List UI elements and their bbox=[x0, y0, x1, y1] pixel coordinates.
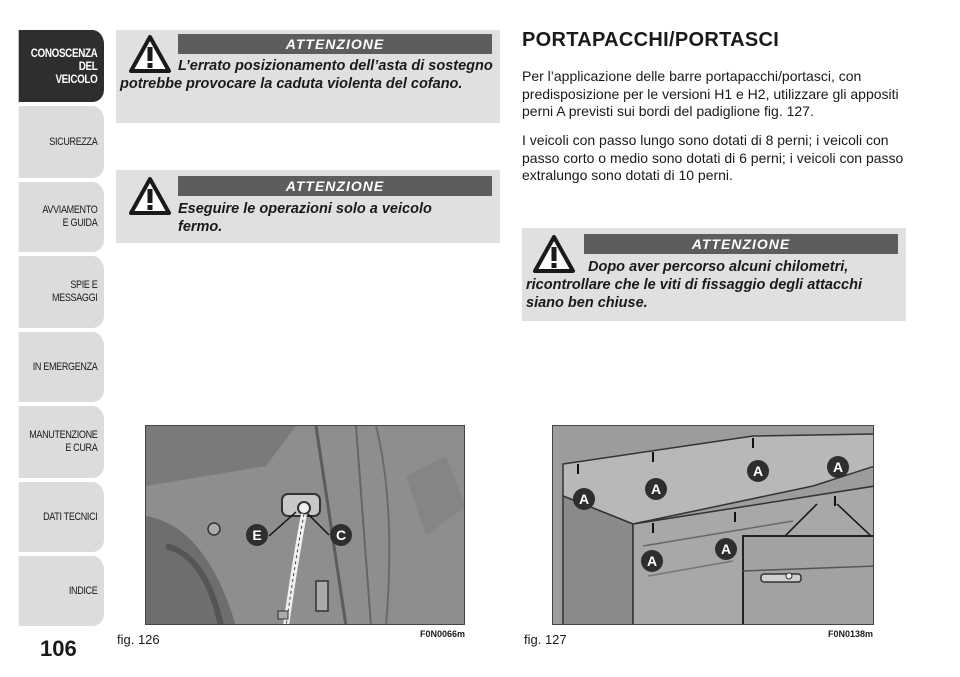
section-title: PORTAPACCHI/PORTASCI bbox=[522, 29, 780, 51]
tab-label: MANUTENZIONE E CURA bbox=[29, 429, 98, 454]
warning-box bbox=[522, 228, 906, 321]
warning-header: ATTENZIONE bbox=[178, 34, 492, 54]
figure-caption: fig. 127 bbox=[524, 632, 567, 647]
tab-label: DATI TECNICI bbox=[43, 510, 98, 523]
callout-a bbox=[747, 460, 769, 482]
paragraph: Per l’applicazione delle barre portapacchi/portasci, con predisposizione per le versioni H1 e H2, utilizzare gli appositi perni A previsti sui bordi del padiglione fig. 127. bbox=[522, 68, 899, 119]
callout-a bbox=[641, 550, 663, 572]
warning-text: Eseguire le operazioni solo a veicolo fermo. bbox=[178, 201, 432, 235]
tab-label: CONOSCENZA DEL VEICOLO bbox=[30, 45, 98, 86]
callout-label: A bbox=[646, 553, 658, 569]
tab-in-emergenza[interactable] bbox=[19, 332, 104, 404]
callout-label: A bbox=[720, 541, 732, 557]
paragraph: I veicoli con passo lungo sono dotati di 8 perni; i veicoli con passo corto o medio sono dotati di 6 perni; i veicoli con passo extralungo sono dotati di 10 perni. bbox=[522, 132, 904, 183]
warning-header: ATTENZIONE bbox=[178, 176, 492, 196]
warning-text: L’errato posizionamento dell’asta di sostegno potrebbe provocare la caduta violenta del cofano. bbox=[120, 58, 493, 92]
warning-box bbox=[116, 30, 500, 123]
tab-label: INDICE bbox=[68, 584, 98, 597]
callout-label: A bbox=[578, 491, 590, 507]
callout-c bbox=[330, 524, 352, 546]
tab-sicurezza[interactable] bbox=[19, 106, 104, 180]
tab-dati-tecnici[interactable] bbox=[19, 482, 104, 554]
warning-header: ATTENZIONE bbox=[584, 234, 898, 254]
hood-latch-illustration bbox=[146, 426, 465, 625]
page-number: 106 bbox=[40, 636, 77, 661]
warning-box bbox=[116, 170, 500, 243]
callout-a bbox=[715, 538, 737, 560]
figure-126 bbox=[145, 425, 465, 625]
callout-label: A bbox=[752, 463, 764, 479]
callout-a bbox=[573, 488, 595, 510]
tab-avviamento-e-guida[interactable] bbox=[19, 182, 104, 254]
figure-code: F0N0066m bbox=[420, 629, 466, 639]
roof-rails-illustration bbox=[553, 426, 874, 625]
callout-a bbox=[827, 456, 849, 478]
warning-text: Dopo aver percorso alcuni chilometri, ricontrollare che le viti di fissaggio degli attacchi siano ben chiuse. bbox=[526, 259, 863, 311]
figure-caption: fig. 126 bbox=[117, 632, 160, 647]
callout-label: C bbox=[335, 527, 347, 543]
figure-127 bbox=[552, 425, 874, 625]
callout-label: A bbox=[650, 481, 662, 497]
tab-manutenzione-e-cura[interactable] bbox=[19, 406, 104, 480]
callout-label: A bbox=[832, 459, 844, 475]
tab-label: SICUREZZA bbox=[49, 135, 98, 148]
callout-label: E bbox=[252, 527, 262, 543]
callout-e bbox=[246, 524, 268, 546]
tab-conoscenza-del-veicolo[interactable] bbox=[19, 30, 104, 104]
warning-triangle-icon bbox=[128, 176, 172, 216]
tab-label: IN EMERGENZA bbox=[32, 360, 98, 373]
tab-spie-e-messaggi[interactable] bbox=[19, 256, 104, 330]
callout-a bbox=[645, 478, 667, 500]
tab-label: AVVIAMENTO E GUIDA bbox=[42, 204, 98, 229]
figure-code: F0N0138m bbox=[828, 629, 874, 639]
tab-label: SPIE E MESSAGGI bbox=[51, 279, 98, 304]
tab-indice[interactable] bbox=[19, 556, 104, 628]
